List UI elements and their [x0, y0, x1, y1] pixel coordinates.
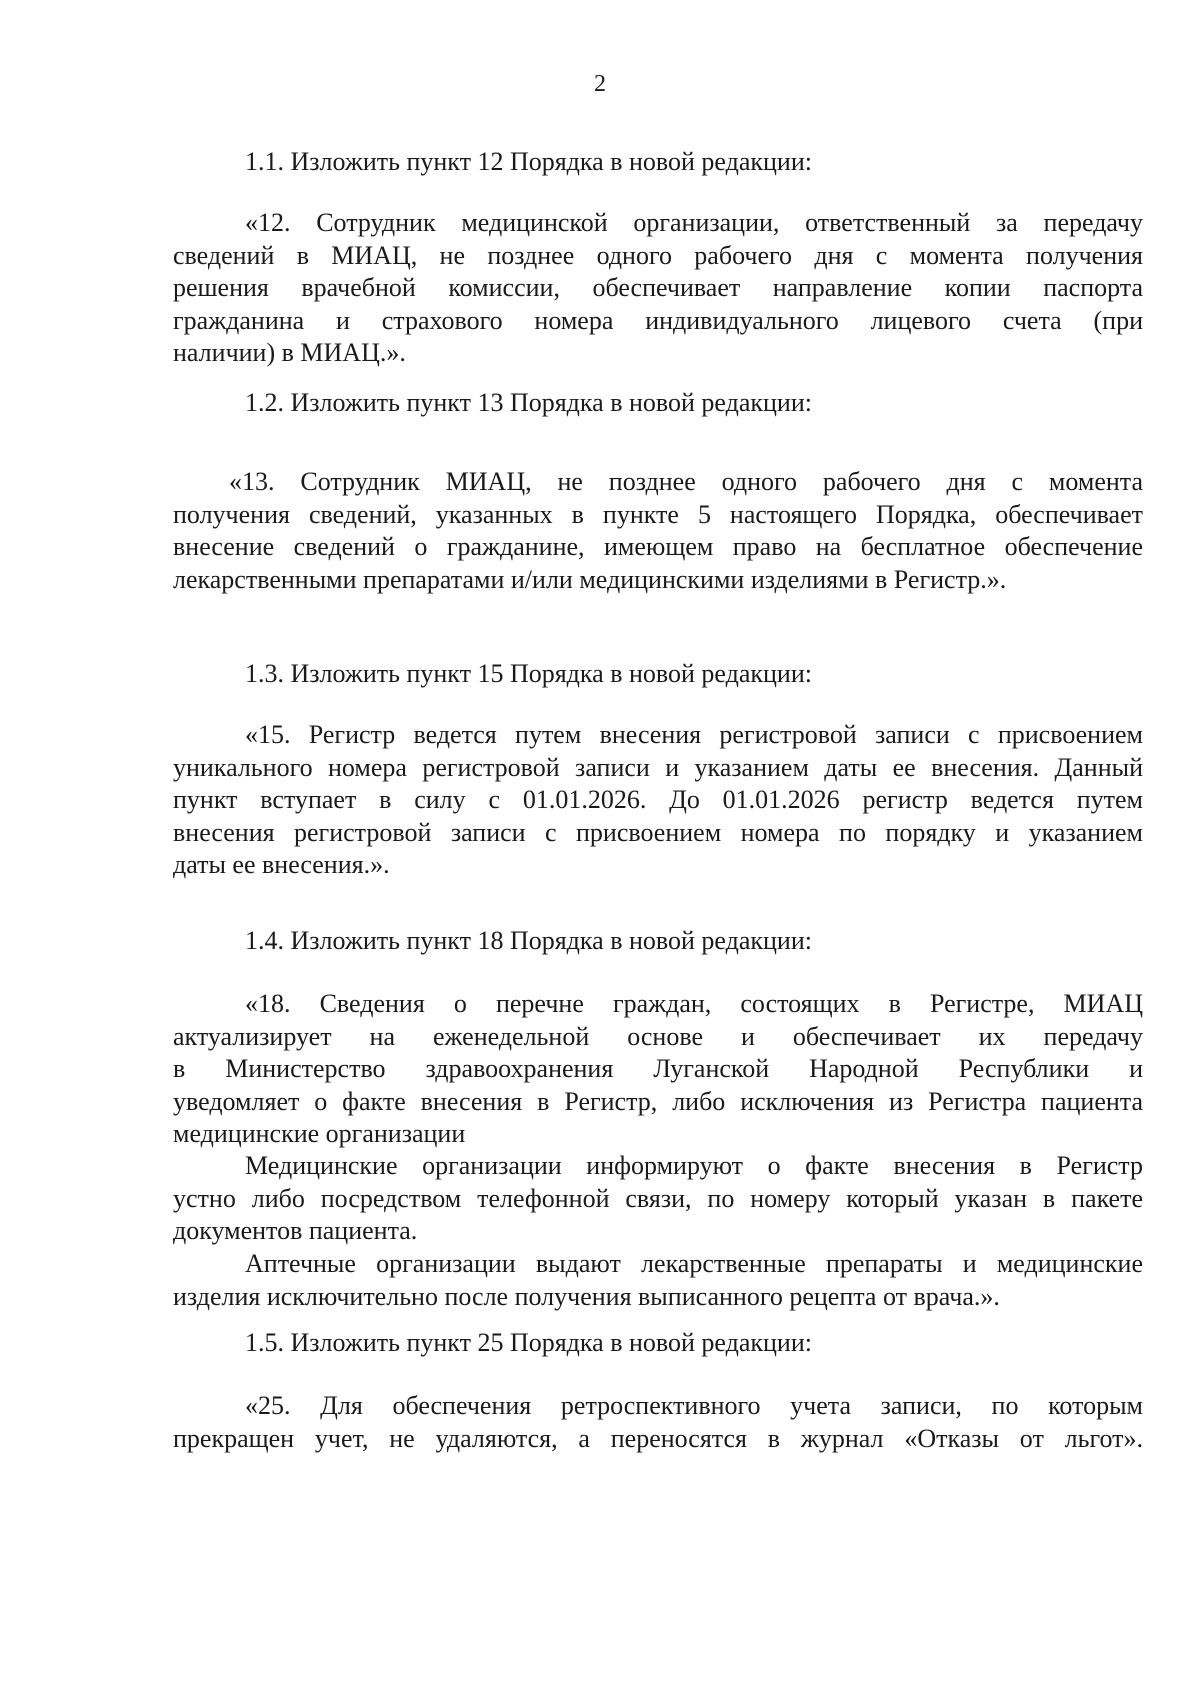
section-heading-1-3: 1.3. Изложить пункт 15 Порядка в новой редакции: — [245, 659, 812, 688]
text-line: медицинские организации — [173, 1119, 466, 1148]
text-line: получения сведений, указанных в пункте 5 настоящего Порядка, обеспечивает — [173, 499, 1143, 529]
text-line: документов пациента. — [173, 1216, 418, 1245]
page-number: 2 — [594, 71, 606, 97]
text-line: внесение сведений о гражданине, имеющем право на бесплатное обеспечение — [173, 532, 1143, 561]
section-heading-1-2: 1.2. Изложить пункт 13 Порядка в новой редакции: — [245, 388, 812, 417]
text-line: устно либо посредством телефонной связи, по номеру который указан в пакете — [173, 1183, 1143, 1213]
paragraph-13 — [173, 466, 1143, 596]
text-line: прекращен учет, не удаляются, а переносятся в журнал «Отказы от льгот». — [173, 1423, 1143, 1453]
paragraph-25 — [173, 1390, 1143, 1455]
text-line: решения врачебной комиссии, обеспечивает направление копии паспорта — [173, 273, 1143, 302]
text-line: «25. Для обеспечения ретроспективного учета записи, по которым — [245, 1391, 1143, 1420]
text-line: в Министерство здравоохранения Луганской Народной Республики и — [173, 1054, 1143, 1083]
section-heading-1-5: 1.5. Изложить пункт 25 Порядка в новой редакции: — [245, 1328, 812, 1357]
text-line: «18. Сведения о перечне граждан, состоящих в Регистре, МИАЦ — [245, 989, 1143, 1018]
text-line: «12. Сотрудник медицинской организации, ответственный за передачу — [245, 208, 1143, 237]
section-heading-1-4: 1.4. Изложить пункт 18 Порядка в новой редакции: — [245, 926, 812, 955]
text-line: внесения регистровой записи с присвоением номера по порядку и указанием — [173, 817, 1143, 847]
paragraph-18-medical-orgs — [173, 1150, 1143, 1248]
text-line: изделия исключительно после получения выписанного рецепта от врача.». — [173, 1281, 1000, 1311]
text-line: лекарственными препаратами и/или медицинскими изделиями в Регистр.». — [173, 564, 1007, 594]
paragraph-12 — [173, 207, 1143, 370]
text-line: Медицинские организации информируют о факте внесения в Регистр — [245, 1151, 1143, 1180]
paragraph-18-pharmacies — [173, 1248, 1143, 1313]
paragraph-18 — [173, 988, 1143, 1151]
text-line: «15. Регистр ведется путем внесения регистровой записи с присвоением — [245, 720, 1143, 749]
text-line: даты ее внесения.». — [173, 850, 390, 879]
text-line: уникального номера регистровой записи и указанием даты ее внесения. Данный — [173, 752, 1143, 782]
text-line: «13. Сотрудник МИАЦ, не позднее одного рабочего дня с момента — [229, 467, 1143, 496]
section-heading-1-1: 1.1. Изложить пункт 12 Порядка в новой редакции: — [245, 147, 812, 176]
text-line: уведомляет о факте внесения в Регистр, либо исключения из Регистра пациента — [173, 1086, 1143, 1116]
text-line: пункт вступает в силу с 01.01.2026. До 01.01.2026 регистр ведется путем — [173, 785, 1143, 814]
text-line: актуализирует на еженедельной основе и обеспечивает их передачу — [173, 1021, 1143, 1051]
text-line: наличии) в МИАЦ.». — [173, 338, 406, 367]
text-line: сведений в МИАЦ, не позднее одного рабочего дня с момента получения — [173, 240, 1143, 270]
text-line: Аптечные организации выдают лекарственные препараты и медицинские — [245, 1249, 1143, 1278]
text-line: гражданина и страхового номера индивидуального лицевого счета (при — [173, 305, 1143, 335]
paragraph-15 — [173, 719, 1143, 882]
